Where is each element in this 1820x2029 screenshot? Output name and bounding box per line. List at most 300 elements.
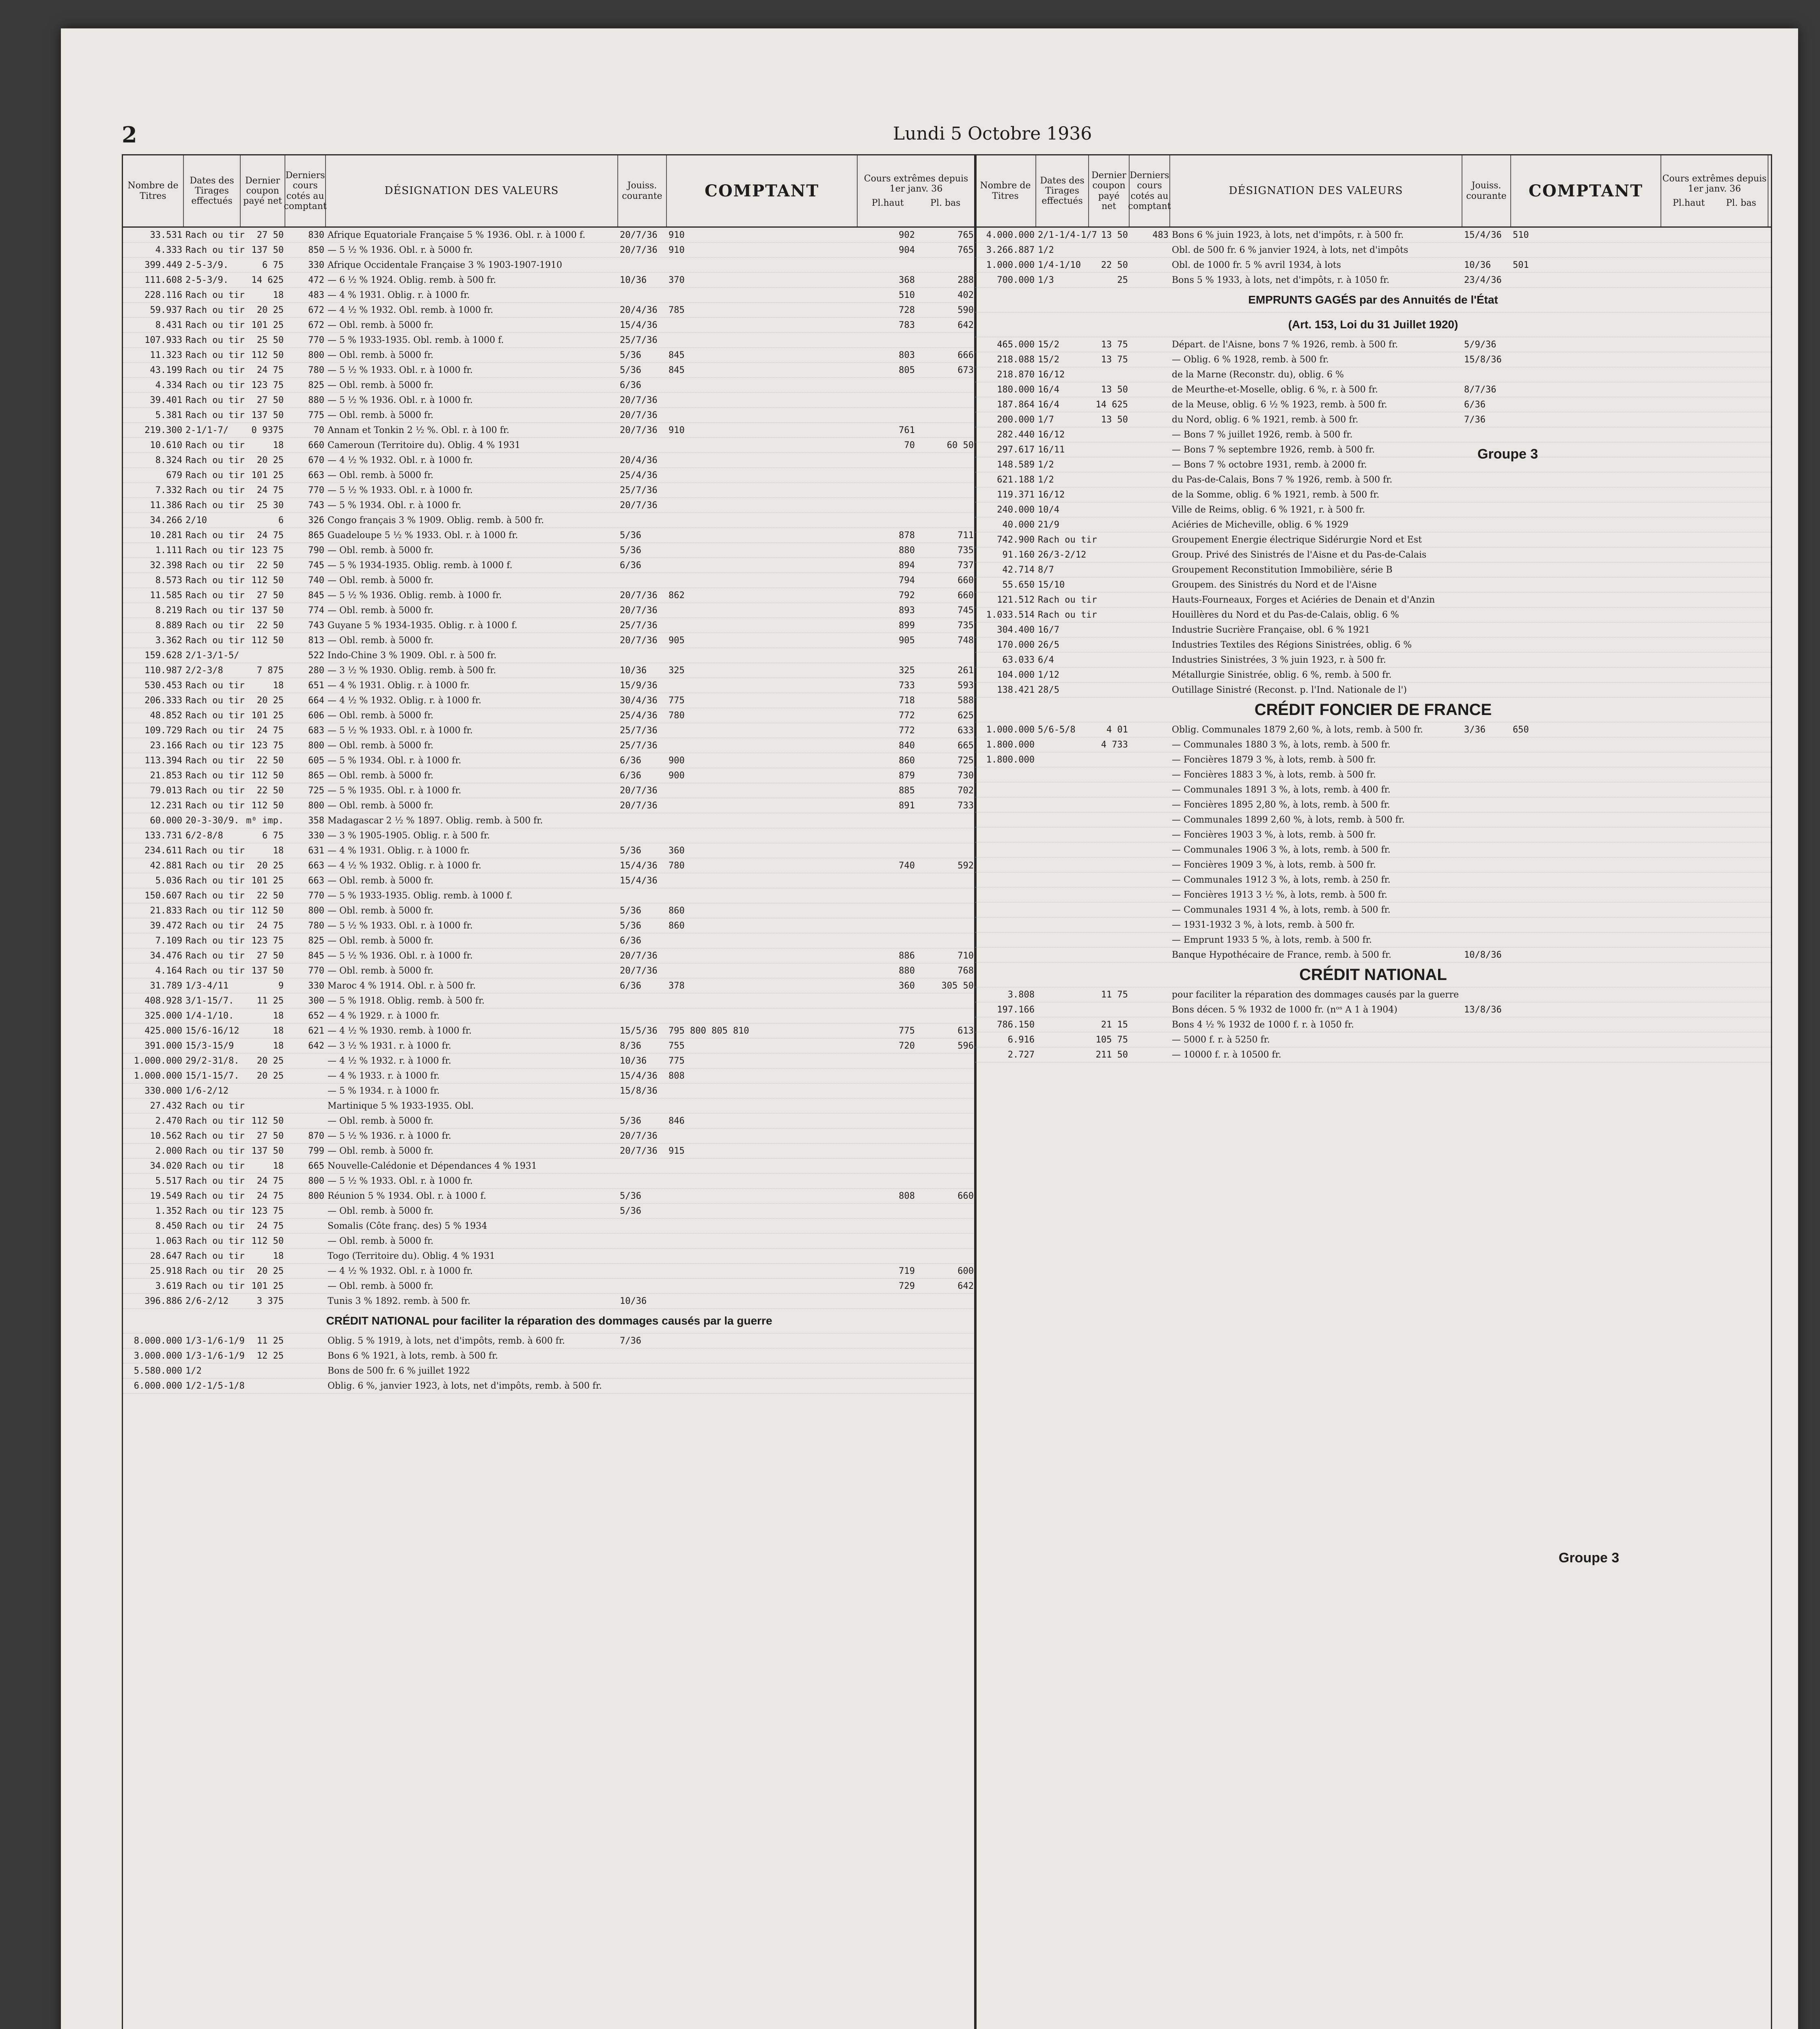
table-row [123, 1144, 975, 1159]
cell-d: 663 [308, 875, 324, 886]
cell-n: 621.188 [997, 474, 1035, 485]
table-row [975, 562, 1771, 577]
cell-c: 123 75 [251, 1206, 284, 1216]
cell-t: Rach ou tir [185, 545, 245, 556]
cell-t: Rach ou tir [185, 530, 245, 541]
cell-v: — Foncières 1903 3 %, à lots, remb. à 500 fr. [1172, 829, 1376, 840]
cell-h: 880 [899, 965, 915, 976]
cell-b: 305 50 [941, 980, 974, 991]
cell-v: — 5 ½ % 1936. r. à 1000 fr. [328, 1131, 451, 1141]
cell-n: 2.000 [155, 1146, 182, 1156]
cell-v: Martinique 5 % 1933-1935. Obl. [328, 1101, 474, 1111]
cell-n: 19.549 [150, 1191, 182, 1201]
table-row [123, 993, 975, 1008]
cell-h: 880 [899, 545, 915, 556]
cell-n: 219.300 [144, 425, 182, 435]
cell-v: Afrique Occidentale Française 3 % 1903-1907-1910 [328, 260, 563, 270]
cell-b: 660 [957, 590, 974, 601]
cell-b: 660 [957, 1191, 974, 1201]
cell-t: Rach ou tir [185, 1221, 245, 1231]
cell-n: 197.166 [997, 1004, 1035, 1015]
cell-c: 137 50 [251, 245, 284, 255]
cell-v: — Obl. remb. à 5000 fr. [328, 1281, 433, 1291]
table-row [123, 558, 975, 573]
table-row [975, 638, 1771, 653]
cell-d: 845 [308, 950, 324, 961]
cell-t: Rach ou tir [185, 740, 245, 751]
table-row [975, 427, 1771, 442]
cell-c: 18 [273, 290, 284, 300]
cell-v: — 1931-1932 3 %, à lots, remb. à 500 fr. [1172, 920, 1355, 930]
cell-n: 7.109 [155, 935, 182, 946]
cell-b: 625 [957, 710, 974, 721]
table-row [975, 352, 1771, 367]
table-row [123, 918, 975, 933]
cell-t: 16/4 [1038, 399, 1059, 410]
table-row [123, 513, 975, 528]
cell-c: 101 25 [251, 1281, 284, 1291]
cell-t: Rach ou tir [185, 680, 245, 691]
cell-t: Rach ou tir [185, 1116, 245, 1126]
cell-v: — Foncières 1895 2,80 %, à lots, remb. à 500 fr. [1172, 799, 1390, 810]
cell-j: 20/7/36 [620, 635, 658, 646]
cell-n: 3.808 [1007, 989, 1035, 1000]
cell-t: 15/10 [1038, 579, 1065, 590]
cell-v: Bons 6 % 1921, à lots, remb. à 500 fr. [328, 1351, 498, 1361]
cell-d: 665 [308, 1161, 324, 1171]
cell-n: 21.833 [150, 905, 182, 916]
page-header [122, 122, 1770, 150]
cell-cp: 501 [1513, 260, 1529, 270]
cell-n: 8.573 [155, 575, 182, 586]
cell-c: 112 50 [251, 575, 284, 586]
cell-b: 748 [957, 635, 974, 646]
cell-cp: 910 [668, 230, 685, 240]
table-row [123, 228, 975, 243]
cell-n: 91.160 [1002, 549, 1035, 560]
cell-n: 1.000.000 [986, 260, 1035, 270]
cell-v: Groupement Reconstitution Immobilière, série B [1172, 564, 1393, 575]
cell-n: 7.332 [155, 485, 182, 495]
cell-v: — 4 % 1929. r. à 1000 fr. [328, 1010, 440, 1021]
col-comptant-r: COMPTANT [1511, 155, 1661, 226]
cell-j: 6/36 [620, 770, 641, 781]
cell-n: 6.916 [1007, 1034, 1035, 1045]
cell-v: Bons décen. 5 % 1932 de 1000 fr. (nᵒˢ A 1 à 1904) [1172, 1004, 1397, 1015]
cell-t: 15/2 [1038, 339, 1059, 350]
cell-n: 12.231 [150, 800, 182, 811]
table-row [123, 648, 975, 663]
cell-j: 20/7/36 [620, 950, 658, 961]
cell-cp: 905 [668, 635, 685, 646]
cell-d: 799 [308, 1146, 324, 1156]
cell-t: Rach ou tir [1038, 610, 1097, 620]
table-row [123, 633, 975, 648]
cell-c: m⁰ imp. [246, 815, 284, 826]
cell-v: — Obl. remb. à 5000 fr. [328, 545, 433, 556]
cell-n: 32.398 [150, 560, 182, 571]
cell-v: — Obl. remb. à 5000 fr. [328, 875, 433, 886]
cell-v: Bons 6 % juin 1923, à lots, net d'impôts, r. à 500 fr. [1172, 230, 1404, 240]
cell-cp: 755 [668, 1040, 685, 1051]
cell-v: Métallurgie Sinistrée, oblig. 6 %, remb. à 500 fr. [1172, 670, 1392, 680]
cell-n: 206.333 [144, 695, 182, 706]
cell-n: 1.000.000 [134, 1071, 182, 1081]
cell-n: 43.199 [150, 365, 182, 375]
cell-h: 368 [899, 275, 915, 285]
cell-h: 729 [899, 1281, 915, 1291]
col-nombre-r: Nombre de Titres [975, 155, 1036, 226]
cell-n: 55.650 [1002, 579, 1035, 590]
cell-n: 396.886 [144, 1296, 182, 1306]
cell-n: 31.789 [150, 980, 182, 991]
cell-n: 3.362 [155, 635, 182, 646]
cell-v: Indo-Chine 3 % 1909. Obl. r. à 500 fr. [328, 650, 497, 661]
cell-j: 5/36 [620, 350, 641, 360]
cell-v: Annam et Tonkin 2 ½ %. Obl. r. à 100 fr. [328, 425, 509, 435]
cell-v: — Foncières 1883 3 %, à lots, remb. à 500 fr. [1172, 769, 1376, 780]
col-cours: Cours extrêmes depuis 1er janv. 36 Pl.haut Pl. bas [858, 155, 975, 226]
table-row [123, 573, 975, 588]
cell-j: 6/36 [620, 755, 641, 766]
table-row [123, 618, 975, 633]
cell-b: 765 [957, 230, 974, 240]
cell-v: — 5 ½ % 1933. Obl. r. à 1000 fr. [328, 485, 473, 495]
table-row [123, 708, 975, 723]
cell-j: 7/36 [620, 1335, 641, 1346]
cell-v: — 4 ½ % 1930. remb. à 1000 fr. [328, 1025, 472, 1036]
cell-n: 23.166 [150, 740, 182, 751]
cell-v: — Obl. remb. à 5000 fr. [328, 575, 433, 586]
table-row [123, 798, 975, 813]
cell-v: — Obl. remb. à 5000 fr. [328, 470, 433, 480]
cell-n: 5.036 [155, 875, 182, 886]
cell-c: 123 75 [251, 380, 284, 390]
table-row [975, 288, 1771, 312]
col-comptant: COMPTANT [667, 155, 858, 226]
cell-n: 3.266.887 [986, 245, 1035, 255]
cell-t: Rach ou tir [185, 695, 245, 706]
cell-cp: 780 [668, 860, 685, 871]
table-row [123, 603, 975, 618]
cell-d: 775 [308, 410, 324, 420]
table-row [123, 1189, 975, 1204]
cell-v: — Communales 1880 3 %, à lots, remb. à 500 fr. [1172, 739, 1391, 750]
table-row [123, 858, 975, 873]
cell-c: 27 50 [257, 395, 284, 405]
cell-v: — Obl. remb. à 5000 fr. [328, 635, 433, 646]
table-row [123, 1234, 975, 1249]
cell-n: 8.219 [155, 605, 182, 616]
cell-v: — 4 ½ % 1932. Oblig. r. à 1000 fr. [328, 695, 481, 706]
cell-c: 11 25 [257, 995, 284, 1006]
cell-t: 16/7 [1038, 625, 1059, 635]
cell-n: 40.000 [1002, 519, 1035, 530]
cell-cp: 910 [668, 425, 685, 435]
cell-v: Obl. de 500 fr. 6 % janvier 1924, à lots, net d'impôts [1172, 245, 1408, 255]
table-row [975, 902, 1771, 918]
cell-v: Départ. de l'Aisne, bons 7 % 1926, remb. à 500 fr. [1172, 339, 1398, 350]
cell-n: 8.889 [155, 620, 182, 631]
table-row [975, 592, 1771, 607]
cell-t: Rach ou tir [185, 455, 245, 465]
cell-t: 1/3-1/6-1/9 [185, 1351, 245, 1361]
cell-j: 10/36 [620, 1055, 647, 1066]
cell-n: 113.394 [144, 755, 182, 766]
cell-d: 725 [308, 785, 324, 796]
cell-cp: 775 [668, 1055, 685, 1066]
cell-v: Congo français 3 % 1909. Oblig. remb. à 500 fr. [328, 515, 544, 526]
table-row [123, 873, 975, 888]
cell-n: 111.608 [144, 275, 182, 285]
cell-n: 10.281 [150, 530, 182, 541]
cell-n: 159.628 [144, 650, 182, 661]
cell-t: 15/2 [1038, 354, 1059, 365]
cell-n: 530.453 [144, 680, 182, 691]
cell-j: 6/36 [620, 380, 641, 390]
cell-v: — 4 ½ % 1932. Obl. r. à 1000 fr. [328, 455, 473, 465]
table-row [975, 812, 1771, 827]
cell-c: 25 [1117, 275, 1128, 285]
col-nombre: Nombre de Titres [123, 155, 184, 226]
cell-b: 733 [957, 800, 974, 811]
table-row [123, 723, 975, 738]
cell-v: — 5 % 1918. Oblig. remb. à 500 fr. [328, 995, 485, 1006]
cell-n: 391.000 [144, 1040, 182, 1051]
section-title: CRÉDIT NATIONAL pour faciliter la réparation des dommages causés par la guerre [326, 1314, 772, 1327]
cell-d: 621 [308, 1025, 324, 1036]
cell-v: Industries Textiles des Régions Sinistrées, oblig. 6 % [1172, 640, 1412, 650]
cell-j: 20/7/36 [620, 965, 658, 976]
cell-c: 24 75 [257, 530, 284, 541]
cell-j: 25/7/36 [620, 725, 658, 736]
table-row [975, 987, 1771, 1002]
cell-h: 891 [899, 800, 915, 811]
cell-n: 63.033 [1002, 655, 1035, 665]
cell-c: 27 50 [257, 230, 284, 240]
cell-b: 593 [957, 680, 974, 691]
cell-n: 297.617 [997, 444, 1035, 455]
left-rows [123, 228, 975, 1394]
cell-v: Somalis (Côte franç. des) 5 % 1934 [328, 1221, 487, 1231]
cell-j: 13/8/36 [1464, 1004, 1502, 1015]
cell-d: 800 [308, 800, 324, 811]
col-dernier: Dernier coupon payé net [241, 155, 285, 226]
cell-d: 770 [308, 485, 324, 495]
cell-c: 27 50 [257, 590, 284, 601]
cell-c: 101 25 [251, 470, 284, 480]
cell-b: 735 [957, 545, 974, 556]
cell-v: — Obl. remb. à 5000 fr. [328, 935, 433, 946]
cell-v: Tunis 3 % 1892. remb. à 500 fr. [328, 1296, 470, 1306]
table-row [975, 737, 1771, 752]
cell-t: Rach ou tir [185, 725, 245, 736]
table-row [123, 888, 975, 903]
cell-j: 20/7/36 [620, 605, 658, 616]
cell-j: 5/36 [620, 530, 641, 541]
cell-t: 10/4 [1038, 504, 1059, 515]
cell-c: 6 75 [262, 260, 284, 270]
cell-j: 5/36 [620, 905, 641, 916]
cell-j: 10/36 [620, 665, 647, 676]
cell-v: — Obl. remb. à 5000 fr. [328, 1206, 433, 1216]
cell-j: 15/5/36 [620, 1025, 658, 1036]
cell-j: 20/4/36 [620, 455, 658, 465]
cell-t: 2/10 [185, 515, 207, 526]
cell-t: 2-5-3/9. [185, 260, 229, 270]
table-row [975, 782, 1771, 797]
cell-v: — 4 % 1933. r. à 1000 fr. [328, 1071, 440, 1081]
cell-v: Nouvelle-Calédonie et Dépendances 4 % 1931 [328, 1161, 537, 1171]
right-rows [975, 228, 1771, 1062]
cell-j: 25/4/36 [620, 710, 658, 721]
cell-v: Group. Privé des Sinistrés de l'Aisne et du Pas-de-Calais [1172, 549, 1427, 560]
cell-v: — 5 % 1934. Obl. r. à 1000 fr. [328, 755, 461, 766]
table-row [975, 367, 1771, 382]
cell-v: — 4 ½ % 1932. Oblig. r. à 1000 fr. [328, 860, 481, 871]
col-designation: DÉSIGNATION DES VALEURS [326, 155, 618, 226]
cell-d: 825 [308, 935, 324, 946]
table-row [123, 1379, 975, 1394]
cell-v: — Foncières 1913 3 ½ %, à lots, remb. à 500 fr. [1172, 890, 1388, 900]
table-row [975, 872, 1771, 887]
cell-v: — 5 % 1934-1935. Oblig. remb. à 1000 f. [328, 560, 513, 571]
col-dernier-r: Dernier coupon payé net [1089, 155, 1130, 226]
cell-v: — Obl. remb. à 5000 fr. [328, 320, 433, 330]
cell-v: Oblig. Communales 1879 2,60 %, à lots, remb. à 500 fr. [1172, 724, 1423, 735]
table-row [975, 258, 1771, 273]
cell-b: 768 [957, 965, 974, 976]
table-row [123, 423, 975, 438]
cell-c: 25 30 [257, 500, 284, 510]
cell-v: — Communales 1906 3 %, à lots, remb. à 500 fr. [1172, 844, 1391, 855]
cell-c: 112 50 [251, 770, 284, 781]
cell-n: 3.619 [155, 1281, 182, 1291]
cell-t: Rach ou tir [185, 845, 245, 856]
table-row [123, 393, 975, 408]
cell-n: 8.324 [155, 455, 182, 465]
cell-cp: 650 [1513, 724, 1529, 735]
cell-v: Réunion 5 % 1934. Obl. r. à 1000 f. [328, 1191, 486, 1201]
cell-v: — Bons 7 % septembre 1926, remb. à 500 fr. [1172, 444, 1375, 455]
cell-v: — Foncières 1909 3 %, à lots, remb. à 500 fr. [1172, 859, 1376, 870]
cell-n: 742.900 [997, 534, 1035, 545]
cell-n: 11.386 [150, 500, 182, 510]
cell-t: Rach ou tir [185, 1281, 245, 1291]
cell-v: Industrie Sucrière Française, obl. 6 % 1921 [1172, 625, 1370, 635]
cell-c: 112 50 [251, 350, 284, 360]
cell-b: 642 [957, 320, 974, 330]
cell-d: 660 [308, 440, 324, 450]
cell-c: 18 [273, 1161, 284, 1171]
cell-v: — 5 ½ % 1936. Obl. r. à 1000 fr. [328, 950, 473, 961]
cell-t: 5/6-5/8 [1038, 724, 1076, 735]
cell-n: 1.800.000 [986, 739, 1035, 750]
table-row [123, 1294, 975, 1309]
cell-t: Rach ou tir [185, 605, 245, 616]
cell-v: de la Somme, oblig. 6 % 1921, remb. à 500 fr. [1172, 489, 1380, 500]
cell-j: 10/36 [1464, 260, 1491, 270]
cell-b: 673 [957, 365, 974, 375]
cell-c: 22 50 [1101, 260, 1128, 270]
cell-n: 325.000 [144, 1010, 182, 1021]
cell-h: 719 [899, 1266, 915, 1276]
cell-n: 465.000 [997, 339, 1035, 350]
cell-n: 121.512 [997, 594, 1035, 605]
cell-v: — Obl. remb. à 5000 fr. [328, 800, 433, 811]
cell-n: 107.933 [144, 335, 182, 345]
cell-b: 402 [957, 290, 974, 300]
cell-b: 60 50 [947, 440, 974, 450]
cell-v: — 5 ½ % 1933. Obl. r. à 1000 fr. [328, 725, 473, 736]
cell-t: Rach ou tir [185, 575, 245, 586]
table-row [975, 797, 1771, 812]
cell-n: 11.585 [150, 590, 182, 601]
cell-cp: 370 [668, 275, 685, 285]
cell-b: 730 [957, 770, 974, 781]
cell-t: Rach ou tir [185, 395, 245, 405]
cell-d: 605 [308, 755, 324, 766]
cell-c: 6 [278, 515, 284, 526]
table-row [123, 543, 975, 558]
cell-j: 25/7/36 [620, 485, 658, 495]
cell-c: 24 75 [257, 1221, 284, 1231]
cell-t: Rach ou tir [185, 1206, 245, 1216]
cell-t: 26/5 [1038, 640, 1059, 650]
table-row [975, 577, 1771, 592]
cell-t: Rach ou tir [185, 1236, 245, 1246]
cell-t: Rach ou tir [185, 485, 245, 495]
cell-t: Rach ou tir [185, 245, 245, 255]
cell-d: 770 [308, 965, 324, 976]
table-row [123, 948, 975, 963]
cell-c: 9 [278, 980, 284, 991]
cell-t: 1/2 [1038, 459, 1054, 470]
table-row [123, 678, 975, 693]
cell-n: 187.864 [997, 399, 1035, 410]
cell-b: 735 [957, 620, 974, 631]
cell-d: 651 [308, 680, 324, 691]
cell-j: 23/4/36 [1464, 275, 1502, 285]
cell-t: Rach ou tir [185, 380, 245, 390]
cell-h: 70 [904, 440, 915, 450]
cell-c: 24 75 [257, 1191, 284, 1201]
cell-d: 358 [308, 815, 324, 826]
cell-d: 770 [308, 335, 324, 345]
cell-v: Outillage Sinistré (Reconst. p. l'Ind. Nationale de l') [1172, 685, 1407, 695]
cell-c: 22 50 [257, 620, 284, 631]
cell-c: 20 25 [257, 455, 284, 465]
table-row [123, 693, 975, 708]
cell-n: 304.400 [997, 625, 1035, 635]
cell-n: 148.589 [997, 459, 1035, 470]
cell-h: 894 [899, 560, 915, 571]
table-row [123, 1363, 975, 1379]
cell-t: 6/2-8/8 [185, 830, 223, 841]
cell-d: 522 [308, 650, 324, 661]
cell-v: — Obl. remb. à 5000 fr. [328, 770, 433, 781]
right-table [974, 154, 1772, 2029]
table-row [975, 767, 1771, 782]
cell-n: 104.000 [997, 670, 1035, 680]
cell-v: — 5 % 1934. r. à 1000 fr. [328, 1086, 440, 1096]
table-row [975, 722, 1771, 737]
cell-t: 2/1-1/4-1/7 [1038, 230, 1097, 240]
cell-d: 800 [308, 905, 324, 916]
cell-c: 11 25 [257, 1335, 284, 1346]
cell-d: 330 [308, 260, 324, 270]
cell-d: 743 [308, 500, 324, 510]
